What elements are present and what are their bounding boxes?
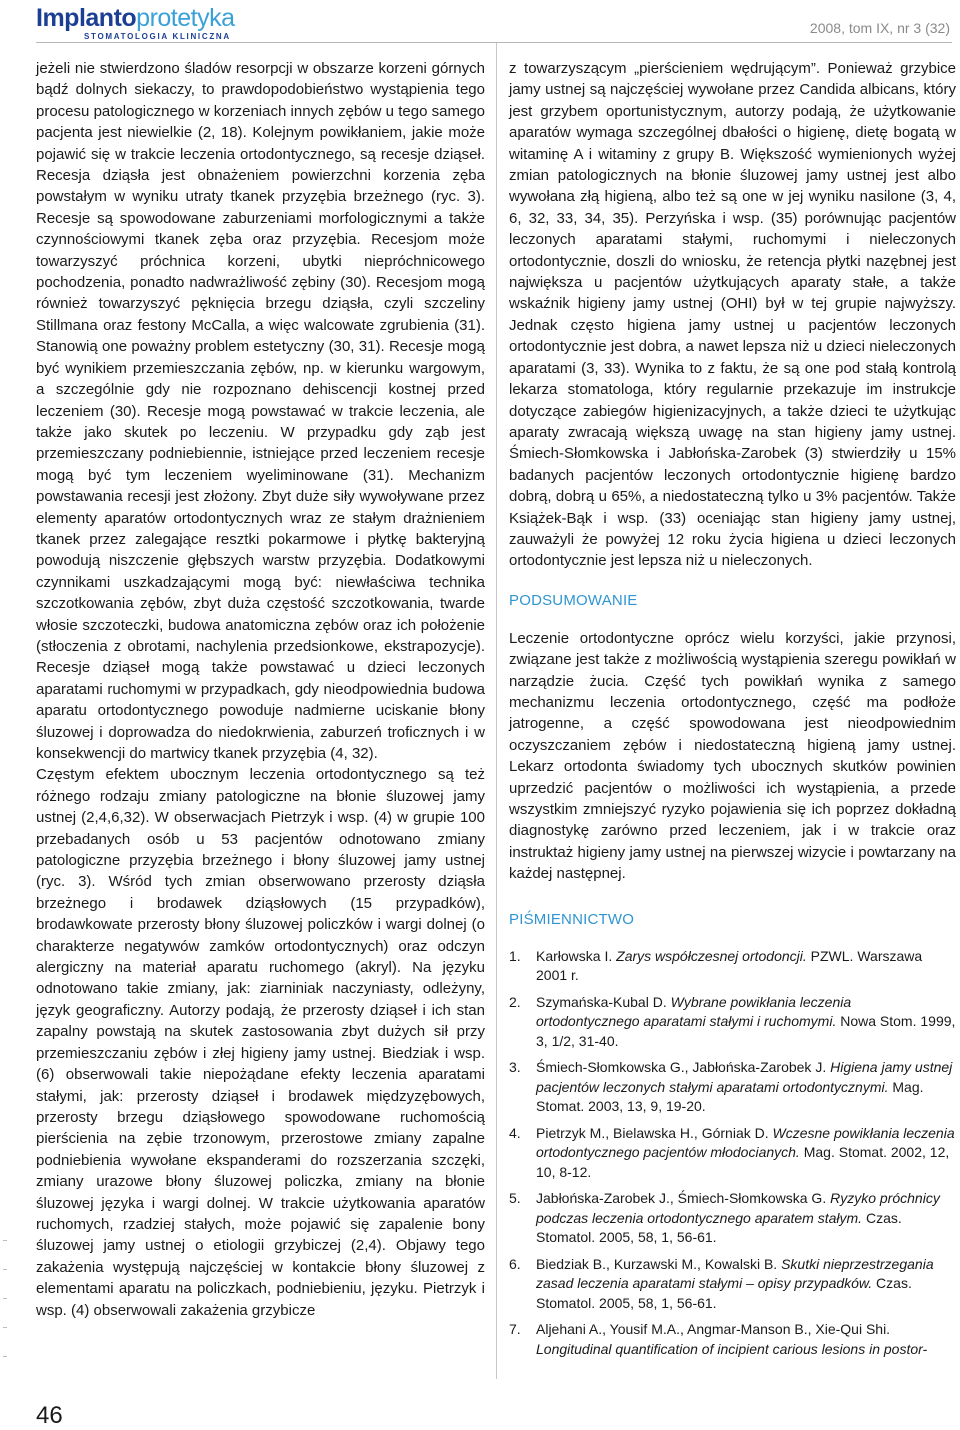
reference-item [509,1320,956,1359]
margin-tick [3,1240,7,1241]
reference-title: Skutki nieprzestrzegania zasad leczenia aparatami stałymi – opisy przypadków. [536,1255,934,1292]
margin-ticks [3,1240,9,1385]
reference-item [509,1255,956,1314]
logo-part-1: Implanto [36,4,137,32]
reference-title: Wybrane powikłania leczenia ortodontycznego aparatami stałymi i ruchomymi. [536,993,852,1030]
reference-source: Mag. Stomat. 2003, 13, 9, 19-20. [536,1078,924,1115]
reference-title: Ryzyko próchnicy podczas leczenia ortodontycznego aparatem stałym. [536,1190,940,1226]
reference-number: 5. [509,1190,521,1207]
column-divider [496,43,497,1379]
reference-authors: Karłowska I. [536,947,617,964]
reference-authors: Aljehani A., Yousif M.A., Angmar-Manson B., Xie-Qui Shi. [536,1321,891,1338]
summary-heading: PODSUMOWANIE [509,591,638,609]
reference-item [509,1058,956,1117]
margin-tick [3,1356,7,1357]
header-divider [36,42,952,43]
reference-item [509,1124,956,1183]
journal-logo-title [36,4,235,32]
issue-info: 2008, tom IX, nr 3 (32) [809,20,950,36]
summary-paragraph: Leczenie ortodontyczne oprócz wielu korzyści, jakie przynosi, związane jest także z możliwością wystąpienia szeregu powikłań w narządzie żucia. Część tych powikłań wynika z samego mechanizmu leczenia ortodontycznego, część ma podłoże jatrogenne, a część spowodowana jest nieodpowiednim oczyszczaniem zębów i niedostateczną higieną jamy ustnej. Lekarz ortodonta świadomy tych ubocznych skutków powinien uprzedzić pacjentów o możliwości ich wystąpienia, a przede wszystkim zmniejszyć ryzyko pojawienia się ich poprzez dokładną diagnostykę zarówno przed leczeniem, jak i w trakcie oraz instruktaż higieny jamy ustnej na pierwszej wizycie i powtarzany na każdej następnej. [509,629,956,883]
page-number: 46 [36,1402,63,1429]
margin-tick [3,1298,7,1299]
body-paragraph: z towarzyszącym „pierścieniem wędrującym”. Ponieważ grzybice jamy ustnej są najczęściej wywołane przez Candida albicans, który jest grzybem oportunistycznym, autorzy podają, że użytkowanie aparatów wymaga szczególnej dbałości o higienę, dietę bogatą w witaminę A i witaminy z grupy B. Większość wymienionych wyżej zmian patologicznych na błonie śluzowej jamy ustnej jest albo wywołana złą higieną, albo też są one w jej wyniku nasilone (3, 4, 6, 32, 33, 34, 35). Perzyńska i wsp. (35) porównując pacjentów leczonych aparatami stałymi, ruchomymi i nieleczonych ortodontycznie, doszli do wniosku, że retencja płytki nazębnej jest największa u pacjentów użytkujących aparaty stałe, a także wskaźnik higieny jamy ustnej (OHI) był w tej grupie najwyższy. Jednak często higiena jamy ustnej u pacjentów leczonych ortodontycznie jest dobra, a nawet lepsza niż u dzieci nieleczonych aparatami (3, 33). Wynika to z faktu, że są one pod stałą kontrolą lekarza stomatologa, który regularnie przekazuje im instrukcje dotyczące zabiegów higienizacyjnych, a także dzieci te użytkując aparaty zwracają większą uwagę na stan higieny jamy ustnej. Śmiech-Słomkowska i Jabłońska-Zarobek (3) stwierdziły u 15% badanych pacjentów leczonych ortodontycznie higienę bardzo dobrą, dobrą u 65%, a niedostateczną tylko u 3% pacjentów. Także Książek-Bąk i wsp. (33) oceniając stan higieny jamy ustnej, zauważyli że powyżej 12 roku życia higiena u dzieci leczonych ortodontycznie jest lepsza niż u nieleczonych. [509,60,956,570]
reference-source: PZWL. Warszawa 2001 r. [536,947,923,984]
logo-part-2: protetyka [136,4,235,32]
reference-number: 2. [509,993,521,1010]
reference-item [509,993,956,1052]
reference-number: 6. [509,1255,521,1272]
reference-item [509,1189,956,1248]
reference-item [509,947,956,986]
reference-number: 3. [509,1059,521,1076]
reference-title: Wczesne powikłania leczenia ortodontycznego pacjentów młodocianych. [536,1124,955,1161]
journal-logo-subtitle: STOMATOLOGIA KLINICZNA [84,32,231,41]
reference-source: Mag. Stomat. 2002, 12, 10, 8-12. [536,1144,950,1180]
reference-authors: Biedziak B., Kurzawski M., Kowalski B. [536,1255,782,1272]
right-column [509,58,956,1366]
reference-number: 4. [509,1124,521,1141]
reference-authors: Szymańska-Kubal D. [536,993,671,1010]
reference-number: 7. [509,1321,521,1338]
reference-title: Zarys współczesnej ortodoncji. [616,947,807,964]
reference-authors: Pietrzyk M., Bielawska H., Górniak D. [536,1124,773,1141]
body-paragraph: Częstym efektem ubocznym leczenia ortodontycznego są też różnego rodzaju zmiany patologiczne na błonie śluzowej jamy ustnej (2,4,6,32). W obserwacjach Pietrzyk i wsp. (4) w grupie 100 przebadanych osób u 53 pacjentów odnotowano zmiany patologiczne przyzębia brzeżnego i błony śluzowej jamy ustnej (ryc. 3). Wśród tych zmian obserwowano przerosty dziąsła brzeżnego i brodawek dziąsłowych (15 przypadków), brodawkowate przerosty błony śluzowej policzków i wargi dolnej (o charakterze negatywów zamków ortodontycznych) oraz odczyn alergiczny na materiał aparatu ruchomego (akryl). Na języku odnotowano takie zmiany, jak: ziarniniak naczyniasty, odleżyny, język geograficzny. Autorzy podają, że przerosty dziąseł i ich stan zapalny powstają na skutek zastosowania zbyt dużych sił przy przemieszczaniu zębów i złej higieny jamy ustnej. Biedziak i wsp. (6) obserwowali takie niepożądane efekty leczenia aparatami stałymi, jak: przerosty dziąseł i brodawek międzyzębowych, przerosty brzegu dziąsłowego spowodowane ruchomością pierścienia na zębie trzonowym, przerostowe zmiany zapalne podniebienia wywołane ekspanderami do rozszerzania szczęki, zmiany urazowe błony śluzowej policzka, zmiany na błonie śluzowej języka i wargi dolnej. W trakcie użytkowania aparatów ruchomych, rzadziej stałych, może pojawić się zapalenie bony śluzowej jamy ustnej o etiologii grzybiczej (2,4). Objawy tego zakażenia występują najczęściej w kontakcie błony śluzowej z elementami aparatu na policzkach, podniebieniu, języku. Pietrzyk i wsp. (4) obserwowali zakażenia grzybicze [36,766,485,1319]
body-paragraph: jeżeli nie stwierdzono śladów resorpcji w obszarze korzeni górnych bądź dolnych siekaczy, to prawdopodobieństwo wystąpienia tego procesu patologicznego w korzeniach innych zębów u tego samego pacjenta jest niewielkie (2, 18). Kolejnym powikłaniem, jakie może pojawić się w trakcie leczenia ortodontycznego, są recesje dziąseł. Recesja dziąsła jest obnażeniem powierzchni korzenia zęba powstałym w wyniku utraty tkanek przyzębia brzeżnego (ryc. 3). Recesje są spowodowane zaburzeniami morfologicznymi a także czynnościowymi tkanek zęba oraz przyzębia. Recesjom może towarzyszyć próchnica korzeni, ubytki niepróchnicowego pochodzenia, ponadto nadwrażliwość zębiny (30). Recesjom mogą również towarzyszyć pęknięcia brzegu dziąsła, czyli szczeliny Stillmana oraz festony McCalla, a więc walcowate zgrubienia (31). Stanowią one poważny problem estetyczny (30, 31). Recesje mogą być wynikiem przemieszczania zębów, np. w kierunku wargowym, a szczególnie gdy nie rozpoznano dehiscencji kostnej przed leczeniem (30). Recesje mogą powstawać w trakcie leczenia, ale także jako skutek po leczeniu. W przypadku gdy ząb jest przemieszczany podniebiennie, istniejące przed leczeniem recesje mogą być tym leczeniem wyeliminowane (31). Mechanizm powstawania recesji jest złożony. Zbyt duże siły wywoływane przez elementy aparatów ortodontycznych wraz ze stałym drażnieniem tkanek przez zalegające resztki pokarmowe i płytkę bakteryjną powodują niszczenie głębszych warstw przyzębia. Dodatkowymi czynnikami uszkadzającymi mogą być: niewłaściwa technika szczotkowania zębów, zbyt duża częstość szczotkowania, twarde włosie szczoteczki, budowa anatomiczna zębów oraz ich położenie (stłoczenia z obrotami, nachylenia przedsionkowe, ekstrapozycje). Recesje dziąseł mogą także powstawać u dzieci leczonych aparatami ruchomymi w przypadkach, gdy nieodpowiednia budowa aparatu ortodontycznego powoduje nadmierne uciskanie błony śluzowej i doprowadza do niedokrwienia, zaburzeń troficznych i w konsekwencji do martwicy tkanek przyzębia (4, 32). [36,60,485,762]
journal-logo [36,4,235,41]
left-column [36,58,485,1321]
margin-tick [3,1269,7,1270]
reference-authors: Jabłońska-Zarobek J., Śmiech-Słomkowska G. [536,1190,831,1207]
margin-tick [3,1327,7,1328]
references-list [509,947,956,1360]
reference-title: Longitudinal quantification of incipient carious lesions in postor- [536,1340,928,1357]
reference-number: 1. [509,947,521,964]
reference-authors: Śmiech-Słomkowska G., Jabłońska-Zarobek J. [536,1059,831,1076]
references-heading: PIŚMIENNICTWO [509,910,635,928]
reference-source: Nowa Stom. 1999, 3, 1/2, 31-40. [536,1013,956,1049]
reference-title: Higiena jamy ustnej pacjentów leczonych stałymi aparatami ortodontycznymi. [536,1059,953,1095]
reference-source: Czas. Stomatol. 2005, 58, 1, 56-61. [536,1275,912,1311]
reference-source: Czas. Stomatol. 2005, 58, 1, 56-61. [536,1209,902,1246]
